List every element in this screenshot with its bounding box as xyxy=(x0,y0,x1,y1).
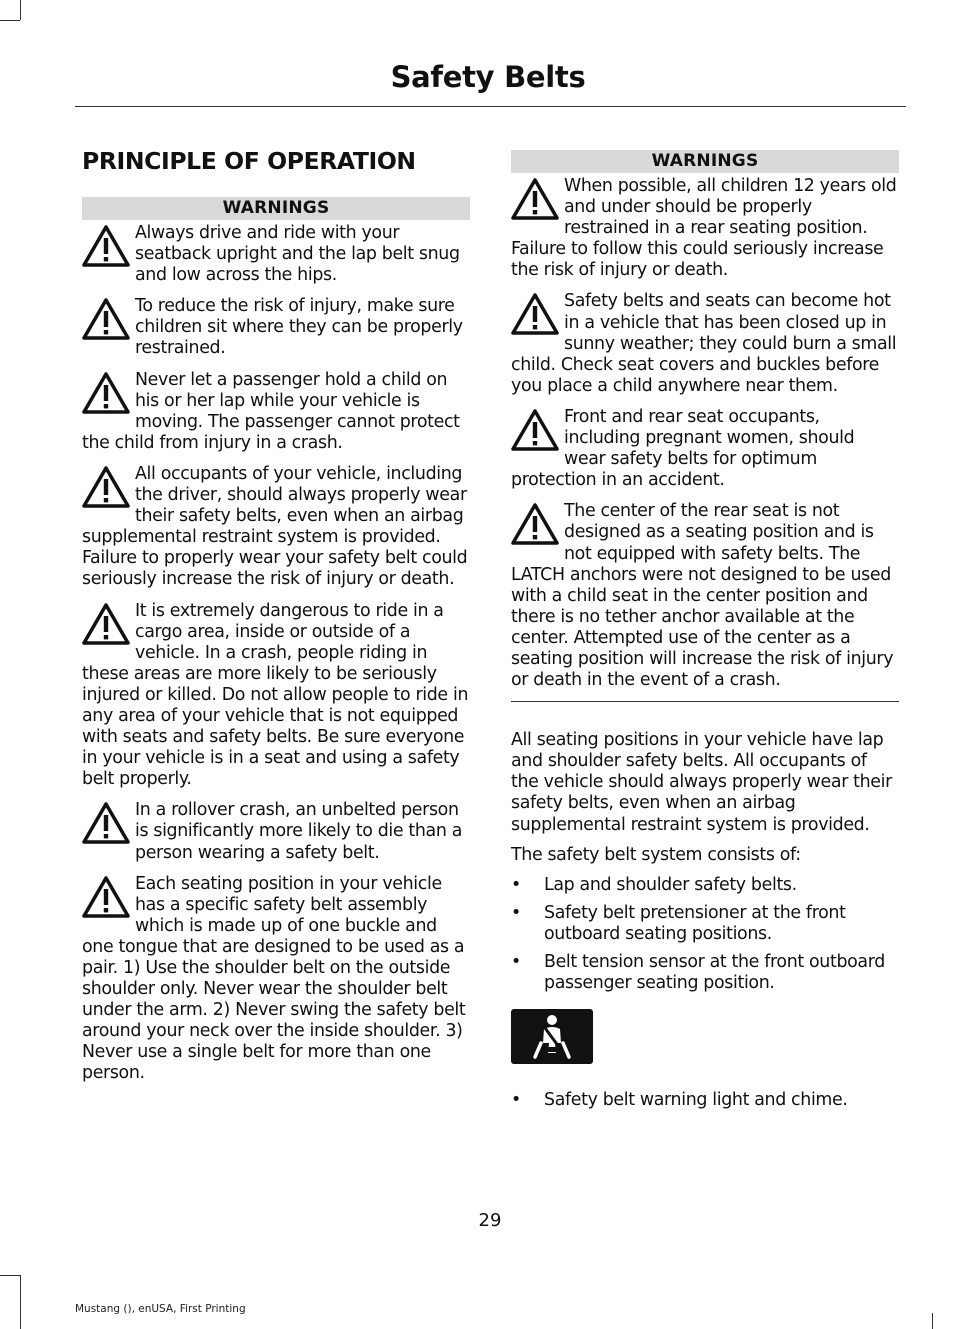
warning-text: The center of the rear seat is not designed as a seating position and is not equipped with safety belts. The LATCH anchors were not designed to be used with a child seat in the center position and there is no tether anchor available at the center. Attempted use of the center as a seating position will increase the risk of injury or death in the event of a crash. xyxy=(511,501,894,691)
warning-item xyxy=(511,407,899,491)
body-paragraph: All seating positions in your vehicle have lap and shoulder safety belts. All occupants of the vehicle should always properly wear their safety belts, even when an airbag supplemental restraint system is provided. xyxy=(511,730,892,835)
warning-item xyxy=(82,370,470,454)
crop-mark xyxy=(20,0,21,20)
warning-triangle-icon xyxy=(511,291,564,341)
warning-text: In a rollover crash, an unbelted person is significantly more likely to die than a person wearing a safety belt. xyxy=(135,800,462,863)
warning-triangle-icon xyxy=(82,223,135,273)
warnings-bar: WARNINGS xyxy=(82,197,470,220)
warnings-bar: WARNINGS xyxy=(511,150,899,173)
warnings-end-rule xyxy=(511,701,899,702)
warning-triangle-icon xyxy=(82,296,135,346)
warning-triangle-icon xyxy=(82,370,135,420)
warning-triangle-icon xyxy=(82,800,135,850)
warning-item xyxy=(511,176,899,281)
list-item: • Belt tension sensor at the front outboard passenger seating position. xyxy=(511,952,899,994)
page-footer: Mustang (), enUSA, First Printing xyxy=(75,1303,246,1315)
header-rule xyxy=(75,106,906,107)
crop-mark xyxy=(20,1275,21,1329)
section-heading: PRINCIPLE OF OPERATION xyxy=(82,147,416,175)
warning-text: Each seating position in your vehicle has a specific safety belt assembly which is made up of one buckle and one tongue that are designed to be used as a pair. 1) Use the shoulder belt on the outside shoulder only. Never wear the shoulder belt under the arm. 2) Never swing the safety belt around your neck over the inside shoulder. 3) Never use a single belt for more than one person. xyxy=(82,873,466,1084)
warning-text: Never let a passenger hold a child on his or her lap while your vehicle is moving. The passenger cannot protect the child from injury in a crash. xyxy=(82,369,460,453)
warning-text: To reduce the risk of injury, make sure children sit where they can be properly restrained. xyxy=(135,296,463,359)
warning-text: When possible, all children 12 years old and under should be properly restrained in a rear seating position. Failure to follow this could seriously increase the risk of injury or death. xyxy=(511,176,897,281)
warning-item xyxy=(82,464,470,591)
warning-text: Safety belts and seats can become hot in a vehicle that has been closed up in sunny weather; they could burn a small child. Check seat covers and buckles before you place a child anywhere near them. xyxy=(511,291,897,396)
warning-item xyxy=(82,874,470,1085)
page-number: 29 xyxy=(478,1210,502,1231)
warning-triangle-icon xyxy=(511,501,564,551)
component-list xyxy=(511,875,899,994)
list-item: • Lap and shoulder safety belts. xyxy=(511,875,899,896)
warning-triangle-icon xyxy=(82,464,135,514)
warning-triangle-icon xyxy=(511,407,564,457)
left-column xyxy=(82,146,470,1095)
warning-triangle-icon xyxy=(511,176,564,226)
seatbelt-warning-light-icon xyxy=(511,1009,593,1064)
crop-mark xyxy=(932,1313,933,1329)
body-paragraph: The safety belt system consists of: xyxy=(511,844,801,865)
page-title: Safety Belts xyxy=(390,60,586,94)
crop-mark xyxy=(0,1275,20,1276)
component-list xyxy=(511,1090,899,1111)
warning-item xyxy=(82,296,470,359)
warning-text: Always drive and ride with your seatback upright and the lap belt snug and low across the hips. xyxy=(135,223,460,286)
warning-item xyxy=(511,501,899,691)
warning-triangle-icon xyxy=(82,601,135,651)
warning-item xyxy=(82,601,470,791)
list-item: • Safety belt pretensioner at the front outboard seating positions. xyxy=(511,903,899,945)
right-column xyxy=(511,150,899,1118)
warning-item xyxy=(511,291,899,396)
warning-text: Front and rear seat occupants, including pregnant women, should wear safety belts for optimum protection in an accident. xyxy=(511,406,855,491)
warning-item xyxy=(82,800,470,863)
warning-item xyxy=(82,223,470,286)
crop-mark xyxy=(0,20,20,21)
warning-text: It is extremely dangerous to ride in a cargo area, inside or outside of a vehicle. In a crash, people riding in these areas are more likely to be seriously injured or killed. Do not allow people to ride in any area of your vehicle that is not equipped with seats and safety belts. Be sure everyone in your vehicle is in a seat and using a safety belt properly. xyxy=(82,600,469,790)
list-item: • Safety belt warning light and chime. xyxy=(511,1090,899,1111)
warning-text: All occupants of your vehicle, including the driver, should always properly wear their safety belts, even when an airbag supplemental restraint system is provided. Failure to properly wear your safety belt could seriously increase the risk of injury or death. xyxy=(82,463,468,590)
warning-triangle-icon xyxy=(82,874,135,924)
